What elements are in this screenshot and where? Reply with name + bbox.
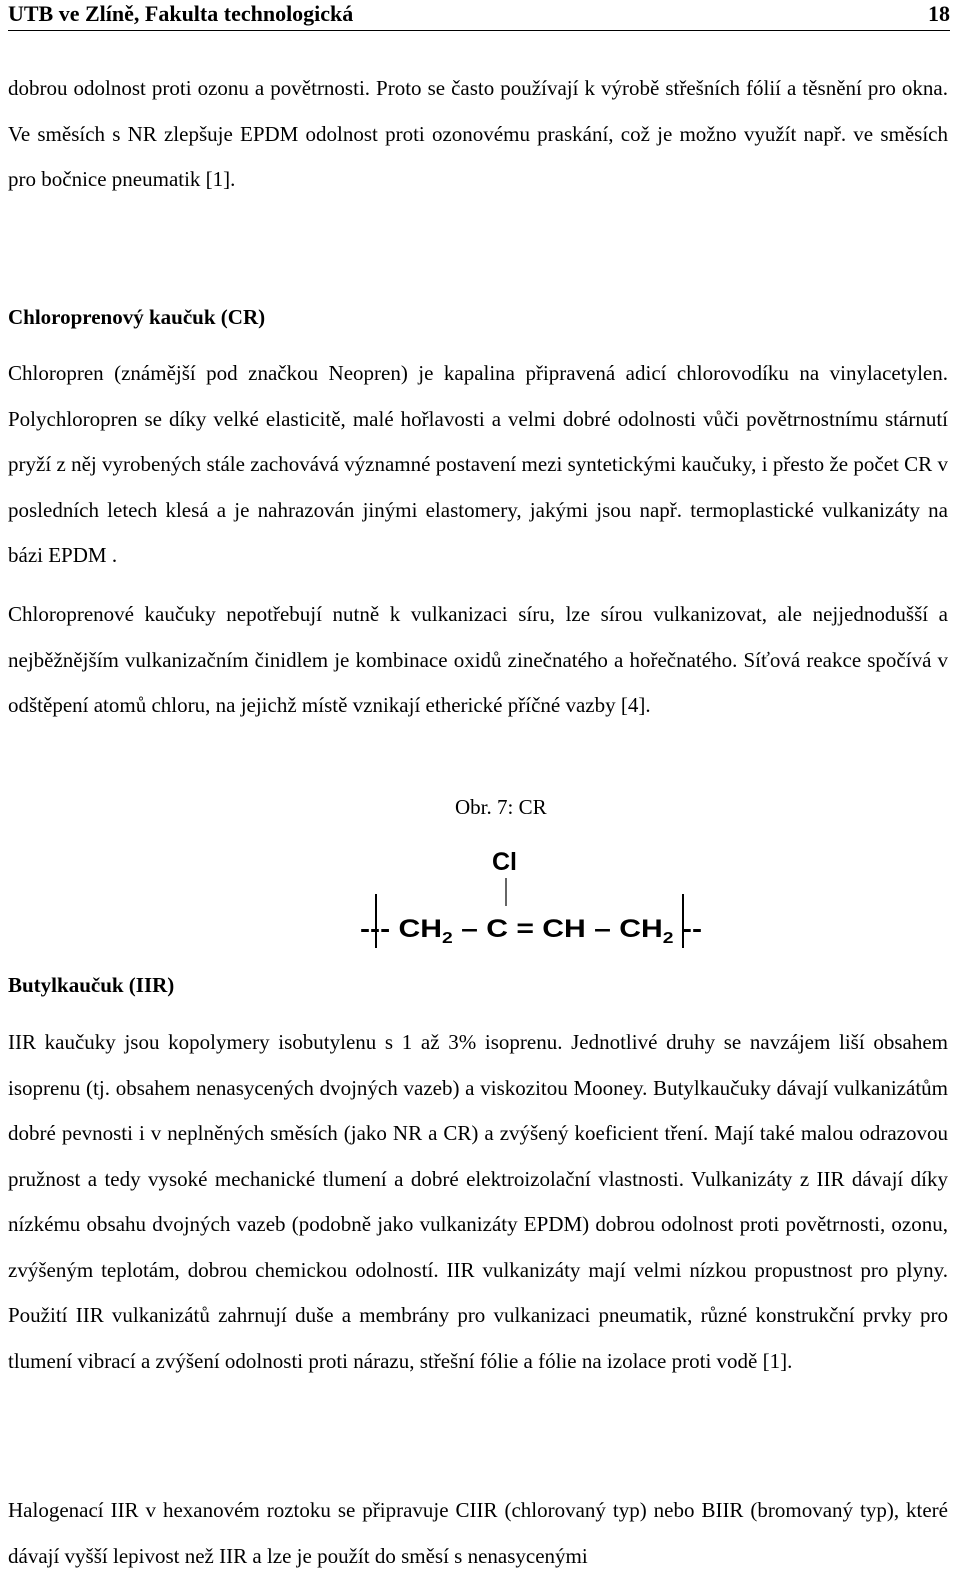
cr-structural-formula	[358, 842, 708, 952]
paragraph-iir: IIR kaučuky jsou kopolymery isobutylenu s 1 až 3% isoprenu. Jednotlivé druhy se navzájem liší obsahem isoprenu (tj. obsahem nenasycených dvojných vazeb) a viskozitou Mooney. Butylkaučuky dávají vulkanizátům dobré pevnosti i v neplněných směsích (jako NR a CR) a zvýšený koeficient tření. Mají také malou odrazovou pružnost a tedy vysoké mechanické tlumení a dobré elektroizolační vlastnosti. Vulkanizáty z IIR dávají díky nízkému obsahu dvojných vazeb (podobně jako vulkanizáty EPDM) dobrou odolnost proti povětrnosti, ozonu, zvýšeným teplotám, dobrou chemickou odolností. IIR vulkanizáty mají velmi nízkou propustnost pro plyny. Použití IIR vulkanizátů zahrnují duše a membrány pro vulkanizaci pneumatik, různé konstrukční prvky pro tlumení vibrací a zvýšení odolnosti proti nárazu, střešní fólie a fólie na izolace proti vodě [1].	[8, 1030, 948, 1373]
paragraph-cr-vulcanization: Chloroprenové kaučuky nepotřebují nutně k vulkanizaci síru, lze sírou vulkanizovat, ale nejjednodušší a nejběžnějším vulkanizačním činidlem je kombinace oxidů zinečnatého a hořečnatého. Síťová reakce spočívá v odštěpení atomů chloru, na jejichž místě vznikají etherické příčné vazby [4].	[8, 602, 948, 717]
paragraph-cr-intro: Chloropren (známější pod značkou Neopren) je kapalina připravená adicí chlorovodíku na vinylacetylen. Polychloropren se díky velké elasticitě, malé hořlavosti a velmi dobré odolnosti vůči povětrnostnímu stárnutí pryží z něj vyrobených stále zachovává významné postavení mezi syntetickými kaučuky, i přesto že počet CR v posledních letech klesá a je nahrazován jinými elastomery, jakými jsou např. termoplastické vulkanizáty na bázi EPDM .	[8, 361, 948, 567]
paragraph-epdm: dobrou odolnost proti ozonu a povětrnosti. Proto se často používají k výrobě střešních fólií a těsnění pro okna. Ve směsích s NR zlepšuje EPDM odolnost proti ozonovému praskání, což je možno využít např. ve směsích pro bočnice pneumatik [1].	[8, 76, 948, 191]
chlorine-label: Cl	[492, 848, 517, 876]
heading-cr: Chloroprenový kaučuk (CR)	[8, 305, 266, 329]
page-header	[8, 0, 950, 31]
heading-iir: Butylkaučuk (IIR)	[8, 973, 175, 997]
figure-caption: Obr. 7: CR	[455, 795, 547, 819]
page-number: 18	[928, 1, 950, 26]
header-title: UTB ve Zlíně, Fakulta technologická	[8, 1, 354, 26]
paragraph-halogenation: Halogenací IIR v hexanovém roztoku se připravuje CIIR (chlorovaný typ) nebo BIIR (bromovaný typ), které dávají vyšší lepivost než IIR a lze je použít do směsí s nenasycenými	[8, 1498, 948, 1568]
polymer-chain: --- CH $_2$ – C = CH – CH $_2$ --	[360, 915, 698, 947]
